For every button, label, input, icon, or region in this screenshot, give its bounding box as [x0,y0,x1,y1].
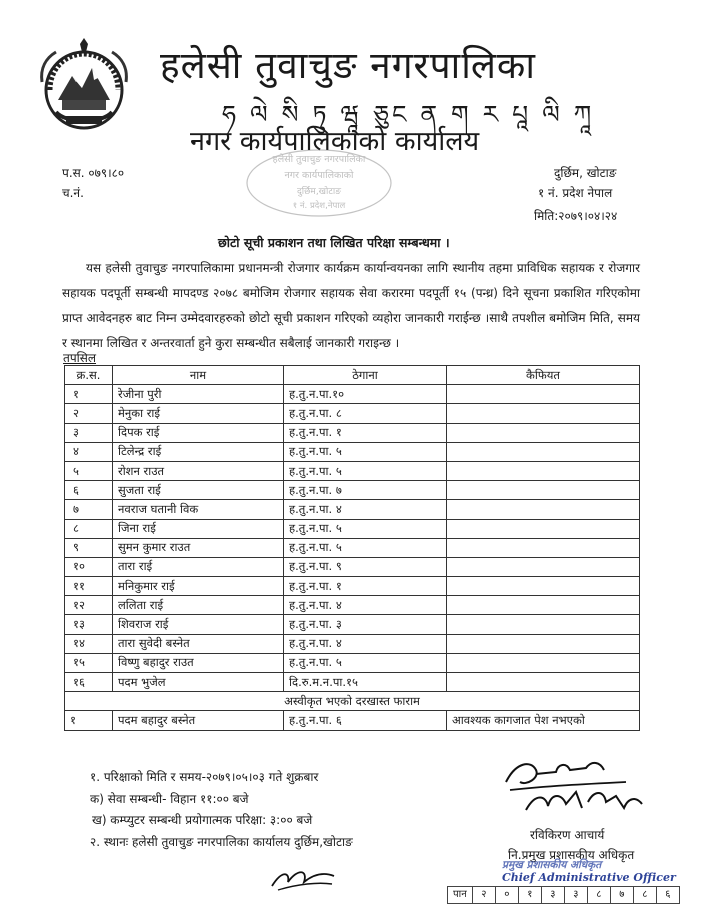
row-address: ह.तु.न.पा. १ [284,577,447,596]
page-number-box [447,886,680,904]
row-name: दिपक राई [113,423,284,442]
row-serial: ४ [65,442,113,461]
table-row [65,577,640,596]
row-address: ह.तु.न.पा. ७ [284,481,447,500]
row-remarks [447,519,640,538]
address-province: १ नं. प्रदेश नेपाल [538,186,613,200]
letter-subject: छोटो सूची प्रकाशन तथा लिखित परिक्षा सम्बन्धमा । [218,235,450,250]
signatory-title: नि.प्रमुख प्रशासकीय अधिकृत [508,848,635,862]
table-row [65,423,640,442]
page-digit: ३ [565,887,588,903]
header-remarks: कैफियत [447,366,640,385]
row-remarks [447,442,640,461]
page-digit: ६ [665,889,671,900]
row-remarks [447,461,640,480]
note-computer-exam: ख) कम्प्युटर सम्बन्धी प्रयोगात्मक परिक्षा: ३:०० बजे [92,813,313,827]
row-address: ह.तु.न.पा. ५ [284,519,447,538]
signatory-name: रविकिरण आचार्य [530,828,605,842]
row-name: मनिकुमार राई [113,577,284,596]
row-remarks [447,481,640,500]
table-row [65,500,640,519]
row-address: ह.तु.न.पा. ३ [284,615,447,634]
row-name: रेजीना पुरी [113,385,284,404]
dispatch-number: च.नं. [62,186,84,200]
row-serial: ५ [65,461,113,480]
row-name: टिलेन्द्र राई [113,442,284,461]
row-remarks [447,596,640,615]
row-name: विष्णु बहादुर राउत [113,653,284,672]
row-serial: ७ [65,500,113,519]
row-name: शिवराज राई [113,615,284,634]
rejected-row [65,711,640,730]
row-remarks [447,385,640,404]
row-serial: १ [65,385,113,404]
row-serial: १५ [65,653,113,672]
row-address: ह.तु.न.पा. ५ [284,442,447,461]
row-remarks [447,538,640,557]
row-name: ललिता राई [113,596,284,615]
row-name: सुमन कुमार राउत [113,538,284,557]
table-row [65,442,640,461]
page-digit: ७ [611,887,634,903]
candidate-table [64,365,640,731]
row-remarks [447,673,640,692]
letter-body-text: यस हलेसी तुवाचुङ नगरपालिकामा प्रधानमन्त्री रोजगार कार्यक्रम कार्यान्वयनका लागि स्थानीय तहमा प्राविधिक सहायक र रोजगार सहायक पदपूर्ती सम्बन्धी मापदण्ड २०७८ बमोजिम रोजगार सहायक सेवा करारमा पदपूर्ती १५ (पन्ध्र) दिने सूचना प्रकाशित गरिएकोमा प्राप्त आवेदनहरु बाट निम्न उम्मेदवारहरुको छोटो सूची प्रकाशन गरिएको व्यहोरा जानकारी गराईन्छ ।साथै तपशील बमोजिम मिति, समय र स्थानमा लिखित र अन्तरवार्ता हुने कुरा सम्बन्धीत सबैलाई जानकारी गराइन्छ । [62,261,640,350]
table-row [65,596,640,615]
stamp-line-3: दुर्छिम,खोटाङ [297,187,341,197]
row-remarks [447,653,640,672]
page-digit: २ [473,887,496,903]
header-serial: क्र.स. [65,366,113,385]
row-remarks [447,615,640,634]
rejected-heading: अस्वीकृत भएको दरखास्त फाराम [65,692,640,711]
table-row [65,519,640,538]
row-serial: ११ [65,577,113,596]
page-digit: ८ [588,887,611,903]
row-remarks [447,404,640,423]
table-row [65,673,640,692]
municipality-title-script: ཧ ལེ སི ཏུ ཝཱ ཅུང ན ག ར པཱ ལི ཀཱ [222,100,595,129]
table-row [65,634,640,653]
row-address: ह.तु.न.पा. ८ [284,404,447,423]
row-remarks [447,557,640,576]
row-address: ह.तु.न.पा. ५ [284,653,447,672]
header-name: नाम [113,366,284,385]
municipality-title: हलेसी तुवाचुङ नगरपालिका [160,44,536,87]
page-digit: ० [496,887,519,903]
letter-body [62,256,640,356]
details-heading: तपसिल [63,351,97,365]
note-service-exam: क) सेवा सम्बन्धी- विहान ११:०० बजे [90,791,249,806]
row-serial: १४ [65,634,113,653]
row-address: ह.तु.न.पा. १ [284,423,447,442]
row-remarks [447,577,640,596]
reference-number: प.स. ०७९।८० [62,166,125,180]
handwritten-signature [496,752,646,818]
table-row [65,461,640,480]
row-serial: ९ [65,538,113,557]
office-stamp [244,148,394,218]
row-name: मेनुका राई [113,404,284,423]
row-serial: ८ [65,519,113,538]
row-address: ह.तु.न.पा. ५ [284,461,447,480]
page-digit: ३ [542,887,565,903]
letter-date: मिति:२०७९।०४।२४ [534,209,618,223]
row-name: तारा सुवेदी बस्नेत [113,634,284,653]
table-row [65,481,640,500]
row-serial: ३ [65,423,113,442]
row-name: रोशन राउत [113,461,284,480]
table-row [65,653,640,672]
row-address: ह.तु.न.पा. ९ [284,557,447,576]
table-row [65,385,640,404]
office-title: नगर कार्यपालिकाको कार्यालय [190,126,480,157]
stamp-line-4: १ नं. प्रदेश,नेपाल [292,201,346,211]
row-address: ह.तु.न.पा. ४ [284,634,447,653]
rejected-serial: १ [65,711,113,730]
row-remarks [447,500,640,519]
stamp-line-2: नगर कार्यपालिकाको [284,170,354,181]
page-digit: १ [519,887,542,903]
table-row [65,557,640,576]
rejected-name: पदम बहादुर बस्नेत [113,711,284,730]
row-name: तारा राई [113,557,284,576]
exam-notes [90,767,353,853]
official-stamp-nepali: प्रमुख प्रशासकीय अधिकृत [502,859,602,871]
row-remarks [447,634,640,653]
page-digit: ८ [634,887,657,903]
row-name: नवराज घतानी विक [113,500,284,519]
row-serial: ६ [65,481,113,500]
rejected-heading-row [65,692,640,711]
row-serial: १६ [65,673,113,692]
initials-signature [268,864,338,894]
nepal-emblem-icon [36,38,132,134]
table-header-row [65,366,640,385]
row-address: ह.तु.न.पा. ४ [284,596,447,615]
row-address: ह.तु.न.पा.१० [284,385,447,404]
table-row [65,615,640,634]
row-name: सुजता राई [113,481,284,500]
row-name: जिना राई [113,519,284,538]
row-serial: १३ [65,615,113,634]
address-place: दुर्छिम, खोटाङ [554,166,617,180]
row-serial: १० [65,557,113,576]
rejected-address: ह.तु.न.पा. ६ [284,711,447,730]
row-address: ह.तु.न.पा. ५ [284,538,447,557]
note-exam-date: १. परिक्षाको मिति र समय-२०७९।०५।०३ गते शुक्रबार [90,770,319,784]
row-remarks [447,423,640,442]
official-stamp-english: Chief Administrative Officer [502,871,676,884]
row-serial: २ [65,404,113,423]
stamp-line-1: हलेसी तुवाचुङ नगरपालिका [272,154,366,165]
page-label: पान [448,887,473,903]
note-exam-venue: २. स्थानः हलेसी तुवाचुङ नगरपालिका कार्यालय दुर्छिम,खोटाङ [90,834,353,849]
table-row [65,538,640,557]
row-address: ह.तु.न.पा. ४ [284,500,447,519]
row-address: दि.रु.म.न.पा.१५ [284,673,447,692]
row-name: पदम भुजेल [113,673,284,692]
row-serial: १२ [65,596,113,615]
header-address: ठेगाना [284,366,447,385]
table-row [65,404,640,423]
rejected-remarks: आवश्यक कागजात पेश नभएको [447,711,640,730]
